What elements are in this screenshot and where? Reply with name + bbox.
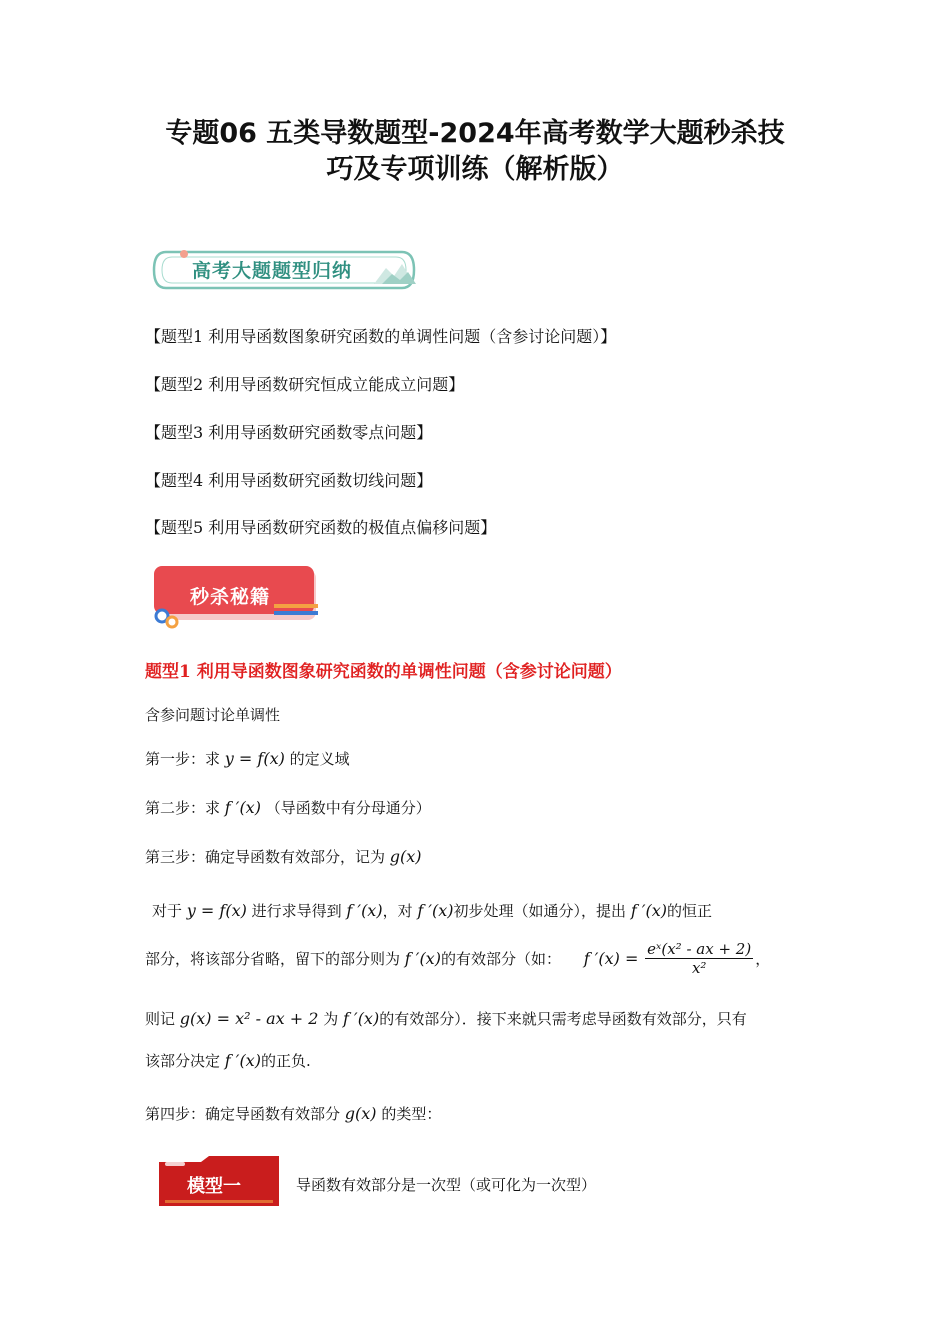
p3-math-2: f ′(x) — [343, 1009, 380, 1028]
step-4 — [145, 1103, 441, 1124]
p4-text-a: 该部分决定 — [145, 1052, 221, 1070]
step-4-suffix: 的类型： — [381, 1105, 442, 1123]
p1-math-2: f ′(x) — [346, 901, 383, 920]
p2-fraction-numerator: eˣ(x² - ax + 2) — [647, 940, 752, 958]
step-1-math: y = f(x) — [224, 749, 285, 768]
p2-fraction — [645, 940, 753, 977]
p2-fraction-denominator: x² — [691, 959, 707, 977]
question-type-5: 【题型5 利用导函数研究函数的极值点偏移问题】 — [145, 518, 497, 537]
step-3 — [145, 846, 422, 867]
document-title-line2: 巧及专项训练（解析版） — [326, 154, 624, 185]
paragraph-line-2 — [145, 940, 770, 977]
p1-text-c: ，对 — [382, 902, 413, 920]
p3-text-c: 的有效部分）．接下来就只需考虑导函数有效部分，只有 — [379, 1010, 747, 1028]
p3-math-1: g(x) = x² - ax + 2 — [179, 1009, 319, 1028]
p2-fraction-lhs: f ′(x) = — [583, 949, 639, 968]
section-heading: 题型1 利用导函数图象研究函数的单调性问题（含参讨论问题） — [145, 662, 622, 682]
step-1-prefix: 第一步：求 — [145, 750, 221, 768]
step-1 — [145, 748, 350, 769]
p2-text-c: ， — [755, 950, 771, 968]
secret-banner — [154, 566, 322, 630]
secret-banner-label: 秒杀秘籍 — [190, 586, 271, 608]
summary-banner — [152, 244, 422, 296]
summary-banner-label: 高考大题题型归纳 — [192, 260, 353, 282]
step-2-suffix: （导函数中有分母通分） — [265, 799, 431, 817]
step-4-math: g(x) — [344, 1104, 377, 1123]
paragraph-line-1 — [152, 900, 712, 921]
p3-text-b: 为 — [323, 1010, 339, 1028]
p4-math-1: f ′(x) — [224, 1051, 261, 1070]
step-2-prefix: 第二步：求 — [145, 799, 221, 817]
question-type-1: 【题型1 利用导函数图象研究函数的单调性问题（含参讨论问题）】 — [145, 327, 617, 346]
step-2 — [145, 797, 431, 818]
question-type-4: 【题型4 利用导函数研究函数切线问题】 — [145, 471, 433, 490]
question-type-2: 【题型2 利用导函数研究恒成立能成立问题】 — [145, 375, 465, 394]
p2-math-1: f ′(x) — [404, 949, 441, 968]
p1-text-a: 对于 — [152, 902, 183, 920]
intro-text: 含参问题讨论单调性 — [145, 706, 281, 724]
p1-math-1: y = f(x) — [186, 901, 247, 920]
model-one-badge — [159, 1156, 279, 1206]
p2-text-b: 的有效部分（如： — [440, 950, 561, 968]
document-title-line1: 专题06 五类导数题型-2024年高考数学大题秒杀技 — [165, 118, 785, 149]
step-4-prefix: 第四步：确定导函数有效部分 — [145, 1105, 341, 1123]
p2-text-a: 部分，将该部分省略，留下的部分则为 — [145, 950, 401, 968]
paragraph-line-4 — [145, 1050, 311, 1071]
paragraph-line-3 — [145, 1008, 747, 1029]
step-2-math: f ′(x) — [224, 798, 261, 817]
p1-text-e: 的恒正 — [666, 902, 712, 920]
p1-text-b: 进行求导得到 — [251, 902, 342, 920]
step-1-suffix: 的定义域 — [289, 750, 350, 768]
model-one-description: 导函数有效部分是一次型（或可化为一次型） — [296, 1176, 597, 1194]
step-3-prefix: 第三步：确定导函数有效部分，记为 — [145, 848, 386, 866]
p4-text-b: 的正负. — [260, 1052, 311, 1070]
model-badge-label: 模型一 — [187, 1176, 241, 1197]
p3-text-a: 则记 — [145, 1010, 176, 1028]
step-3-math: g(x) — [389, 847, 422, 866]
p1-text-d: 初步处理（如通分），提出 — [453, 902, 627, 920]
question-type-3: 【题型3 利用导函数研究函数零点问题】 — [145, 423, 433, 442]
p1-math-3: f ′(x) — [417, 901, 454, 920]
p1-math-4: f ′(x) — [630, 901, 667, 920]
